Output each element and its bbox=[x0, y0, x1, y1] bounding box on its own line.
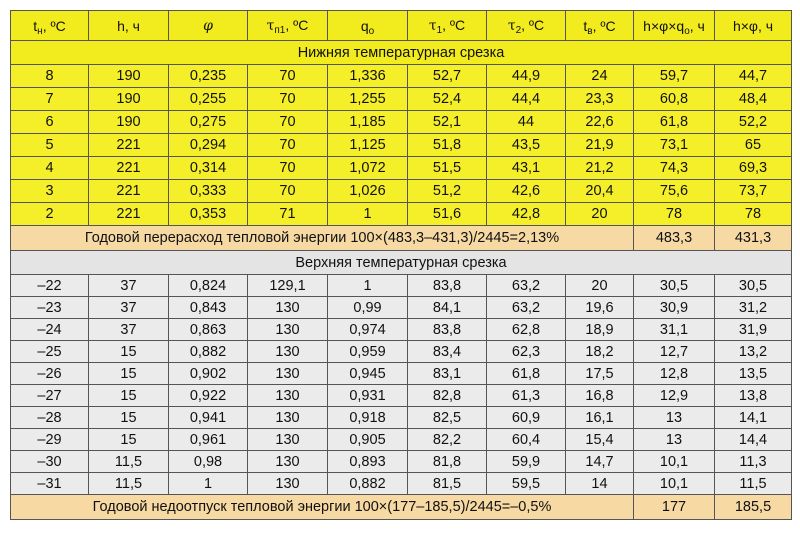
table-cell: 30,5 bbox=[715, 275, 792, 297]
table-cell: 31,1 bbox=[634, 319, 715, 341]
table-cell: 52,2 bbox=[715, 111, 792, 134]
table-cell: 52,4 bbox=[408, 88, 487, 111]
table-cell: 78 bbox=[715, 203, 792, 226]
table-cell: 30,9 bbox=[634, 297, 715, 319]
table-cell: 0,255 bbox=[169, 88, 248, 111]
table-cell: 15 bbox=[89, 341, 169, 363]
table-cell: 65 bbox=[715, 134, 792, 157]
table-cell: 0,893 bbox=[328, 451, 408, 473]
table-cell: –31 bbox=[11, 473, 89, 495]
section-title-row bbox=[11, 251, 792, 275]
table-cell: 74,3 bbox=[634, 157, 715, 180]
table-cell: 70 bbox=[248, 88, 328, 111]
table-cell: 69,3 bbox=[715, 157, 792, 180]
table-cell: 0,882 bbox=[328, 473, 408, 495]
table-cell: 190 bbox=[89, 65, 169, 88]
table-cell: 8 bbox=[11, 65, 89, 88]
table-cell: 221 bbox=[89, 157, 169, 180]
table-cell: 130 bbox=[248, 385, 328, 407]
table-cell: 42,6 bbox=[487, 180, 566, 203]
table-cell: 78 bbox=[634, 203, 715, 226]
table-cell: 84,1 bbox=[408, 297, 487, 319]
table-cell: 51,8 bbox=[408, 134, 487, 157]
header-tau2: $\tau_2$, ºС bbox=[487, 11, 566, 41]
table-row bbox=[11, 134, 792, 157]
table-cell: 1 bbox=[328, 203, 408, 226]
heat-energy-table bbox=[10, 10, 792, 520]
table-cell: 52,1 bbox=[408, 111, 487, 134]
table-cell: 22,6 bbox=[566, 111, 634, 134]
table-row bbox=[11, 473, 792, 495]
table-row bbox=[11, 319, 792, 341]
table-cell: 83,4 bbox=[408, 341, 487, 363]
header-h-phi-q: $h\times\varphi\times q_о$, ч bbox=[634, 11, 715, 41]
table-cell: 13,2 bbox=[715, 341, 792, 363]
table-cell: 23,3 bbox=[566, 88, 634, 111]
table-cell: 70 bbox=[248, 134, 328, 157]
table-cell: 0,918 bbox=[328, 407, 408, 429]
table-cell: 20,4 bbox=[566, 180, 634, 203]
table-cell: 44 bbox=[487, 111, 566, 134]
table-cell: 15 bbox=[89, 363, 169, 385]
table-cell: 61,8 bbox=[487, 363, 566, 385]
header-phi: φ bbox=[169, 11, 248, 41]
table-cell: 70 bbox=[248, 111, 328, 134]
table-cell: 70 bbox=[248, 180, 328, 203]
total-row bbox=[11, 495, 792, 520]
table-cell: –25 bbox=[11, 341, 89, 363]
table-cell: 30,5 bbox=[634, 275, 715, 297]
table-cell: 1,185 bbox=[328, 111, 408, 134]
table-cell: 15 bbox=[89, 429, 169, 451]
table-cell: 61,8 bbox=[634, 111, 715, 134]
table-cell: 75,6 bbox=[634, 180, 715, 203]
table-cell: 0,824 bbox=[169, 275, 248, 297]
header-h-phi: h×φ, ч bbox=[715, 11, 792, 41]
table-cell: 130 bbox=[248, 319, 328, 341]
table-cell: 18,2 bbox=[566, 341, 634, 363]
table-cell: 6 bbox=[11, 111, 89, 134]
table-cell: 82,2 bbox=[408, 429, 487, 451]
table-cell: 1,026 bbox=[328, 180, 408, 203]
table-cell: 59,5 bbox=[487, 473, 566, 495]
table-cell: 60,8 bbox=[634, 88, 715, 111]
table-cell: 0,353 bbox=[169, 203, 248, 226]
table-cell: 60,4 bbox=[487, 429, 566, 451]
table-cell: 82,5 bbox=[408, 407, 487, 429]
table-cell: –22 bbox=[11, 275, 89, 297]
table-cell: 17,5 bbox=[566, 363, 634, 385]
total-row bbox=[11, 226, 792, 251]
table-cell: 221 bbox=[89, 134, 169, 157]
table-cell: –28 bbox=[11, 407, 89, 429]
table-row bbox=[11, 111, 792, 134]
table-cell: 11,5 bbox=[89, 473, 169, 495]
table-cell: 59,7 bbox=[634, 65, 715, 88]
table-row bbox=[11, 363, 792, 385]
table-row bbox=[11, 385, 792, 407]
table-cell: 20 bbox=[566, 203, 634, 226]
table-cell: –30 bbox=[11, 451, 89, 473]
table-cell: 16,1 bbox=[566, 407, 634, 429]
table-cell: 14 bbox=[566, 473, 634, 495]
table-cell: 63,2 bbox=[487, 275, 566, 297]
table-cell: 190 bbox=[89, 111, 169, 134]
table-cell: 15,4 bbox=[566, 429, 634, 451]
table-cell: 43,1 bbox=[487, 157, 566, 180]
table-cell: 0,843 bbox=[169, 297, 248, 319]
table-cell: 1,336 bbox=[328, 65, 408, 88]
table-cell: 5 bbox=[11, 134, 89, 157]
table-cell: 44,4 bbox=[487, 88, 566, 111]
table-cell: 0,882 bbox=[169, 341, 248, 363]
total-value-upper-b: 185,5 bbox=[715, 495, 792, 520]
table-cell: 0,235 bbox=[169, 65, 248, 88]
table-cell: 73,7 bbox=[715, 180, 792, 203]
table-cell: 1,255 bbox=[328, 88, 408, 111]
table-cell: 83,8 bbox=[408, 319, 487, 341]
table-cell: 10,1 bbox=[634, 451, 715, 473]
table-cell: 0,961 bbox=[169, 429, 248, 451]
table-row bbox=[11, 275, 792, 297]
table-cell: 0,314 bbox=[169, 157, 248, 180]
table-cell: 19,6 bbox=[566, 297, 634, 319]
table-cell: 61,3 bbox=[487, 385, 566, 407]
table-cell: –24 bbox=[11, 319, 89, 341]
total-value-upper-a: 177 bbox=[634, 495, 715, 520]
table-cell: 62,3 bbox=[487, 341, 566, 363]
table-row bbox=[11, 203, 792, 226]
table-cell: 0,99 bbox=[328, 297, 408, 319]
upper-body bbox=[11, 275, 792, 495]
header-row bbox=[11, 11, 792, 41]
table-cell: 24 bbox=[566, 65, 634, 88]
table-cell: 0,333 bbox=[169, 180, 248, 203]
table-cell: 0,275 bbox=[169, 111, 248, 134]
table-cell: 13,5 bbox=[715, 363, 792, 385]
table-cell: –26 bbox=[11, 363, 89, 385]
table-row bbox=[11, 157, 792, 180]
table-cell: 51,5 bbox=[408, 157, 487, 180]
table-cell: 81,5 bbox=[408, 473, 487, 495]
table-cell: 52,7 bbox=[408, 65, 487, 88]
table-row bbox=[11, 451, 792, 473]
table-cell: 0,902 bbox=[169, 363, 248, 385]
table-cell: 130 bbox=[248, 473, 328, 495]
table-cell: 15 bbox=[89, 385, 169, 407]
table-cell: 20 bbox=[566, 275, 634, 297]
total-value-lower-b: 431,3 bbox=[715, 226, 792, 251]
table-cell: 11,5 bbox=[715, 473, 792, 495]
table-cell: 14,1 bbox=[715, 407, 792, 429]
table-cell: 63,2 bbox=[487, 297, 566, 319]
table-row bbox=[11, 429, 792, 451]
table-cell: 71 bbox=[248, 203, 328, 226]
table-cell: 2 bbox=[11, 203, 89, 226]
table-row bbox=[11, 407, 792, 429]
table-cell: 0,945 bbox=[328, 363, 408, 385]
table-cell: 1 bbox=[328, 275, 408, 297]
table-cell: 37 bbox=[89, 319, 169, 341]
table-cell: 44,7 bbox=[715, 65, 792, 88]
table-cell: 4 bbox=[11, 157, 89, 180]
section-title-lower: Нижняя температурная срезка bbox=[11, 41, 792, 65]
header-indoor-temp: $t_в$, ºС bbox=[566, 11, 634, 41]
table-cell: 221 bbox=[89, 203, 169, 226]
table-cell: 81,8 bbox=[408, 451, 487, 473]
section-title-row bbox=[11, 41, 792, 65]
table-cell: 130 bbox=[248, 407, 328, 429]
table-cell: 16,8 bbox=[566, 385, 634, 407]
table-cell: –29 bbox=[11, 429, 89, 451]
table-cell: 0,863 bbox=[169, 319, 248, 341]
table-cell: 37 bbox=[89, 297, 169, 319]
table-cell: 14,4 bbox=[715, 429, 792, 451]
table-cell: 43,5 bbox=[487, 134, 566, 157]
table-cell: 62,8 bbox=[487, 319, 566, 341]
table-cell: 82,8 bbox=[408, 385, 487, 407]
table-cell: 83,1 bbox=[408, 363, 487, 385]
table-cell: 73,1 bbox=[634, 134, 715, 157]
table-cell: 221 bbox=[89, 180, 169, 203]
table-cell: 12,8 bbox=[634, 363, 715, 385]
total-value-lower-a: 483,3 bbox=[634, 226, 715, 251]
table-cell: 11,5 bbox=[89, 451, 169, 473]
table-cell: 0,922 bbox=[169, 385, 248, 407]
table-cell: 10,1 bbox=[634, 473, 715, 495]
table-cell: 18,9 bbox=[566, 319, 634, 341]
header-tau-p1: $\tau_{п1}$, ºС bbox=[248, 11, 328, 41]
table-cell: 130 bbox=[248, 297, 328, 319]
table-cell: 31,9 bbox=[715, 319, 792, 341]
table-cell: 14,7 bbox=[566, 451, 634, 473]
table-cell: 129,1 bbox=[248, 275, 328, 297]
table-cell: 0,905 bbox=[328, 429, 408, 451]
table-row bbox=[11, 297, 792, 319]
table-cell: 13 bbox=[634, 429, 715, 451]
table-cell: 130 bbox=[248, 341, 328, 363]
table-row bbox=[11, 88, 792, 111]
table-cell: –27 bbox=[11, 385, 89, 407]
table-cell: 7 bbox=[11, 88, 89, 111]
table-cell: 21,9 bbox=[566, 134, 634, 157]
table-cell: 11,3 bbox=[715, 451, 792, 473]
table-cell: 0,974 bbox=[328, 319, 408, 341]
table-row bbox=[11, 180, 792, 203]
table-cell: 0,98 bbox=[169, 451, 248, 473]
table-cell: 70 bbox=[248, 65, 328, 88]
table-cell: 0,941 bbox=[169, 407, 248, 429]
table-cell: 51,2 bbox=[408, 180, 487, 203]
section-title-upper: Верхняя температурная срезка bbox=[11, 251, 792, 275]
table-row bbox=[11, 341, 792, 363]
table-cell: 12,9 bbox=[634, 385, 715, 407]
table-cell: 51,6 bbox=[408, 203, 487, 226]
table-cell: 0,931 bbox=[328, 385, 408, 407]
total-label-lower: Годовой перерасход тепловой энергии 100×(483,3–431,3)/2445=2,13% bbox=[11, 226, 634, 251]
table-cell: 60,9 bbox=[487, 407, 566, 429]
table-cell: 44,9 bbox=[487, 65, 566, 88]
table-cell: –23 bbox=[11, 297, 89, 319]
table-cell: 190 bbox=[89, 88, 169, 111]
table-cell: 130 bbox=[248, 451, 328, 473]
table-cell: 31,2 bbox=[715, 297, 792, 319]
header-hours: h, ч bbox=[89, 11, 169, 41]
table-cell: 1,072 bbox=[328, 157, 408, 180]
table-cell: 83,8 bbox=[408, 275, 487, 297]
table-cell: 13 bbox=[634, 407, 715, 429]
table-cell: 70 bbox=[248, 157, 328, 180]
table-cell: 37 bbox=[89, 275, 169, 297]
table-cell: 12,7 bbox=[634, 341, 715, 363]
table-cell: 130 bbox=[248, 363, 328, 385]
header-outdoor-temp: $t_н$, ºС bbox=[11, 11, 89, 41]
header-q0: $q_о$ bbox=[328, 11, 408, 41]
table-cell: 0,959 bbox=[328, 341, 408, 363]
total-label-upper: Годовой недоотпуск тепловой энергии 100×(177–185,5)/2445=–0,5% bbox=[11, 495, 634, 520]
table-cell: 13,8 bbox=[715, 385, 792, 407]
table-cell: 1,125 bbox=[328, 134, 408, 157]
lower-body bbox=[11, 65, 792, 226]
table-cell: 1 bbox=[169, 473, 248, 495]
table-cell: 42,8 bbox=[487, 203, 566, 226]
table-cell: 3 bbox=[11, 180, 89, 203]
table-cell: 59,9 bbox=[487, 451, 566, 473]
table-row bbox=[11, 65, 792, 88]
table-cell: 48,4 bbox=[715, 88, 792, 111]
header-tau1: $\tau_1$, ºС bbox=[408, 11, 487, 41]
table-cell: 130 bbox=[248, 429, 328, 451]
table-cell: 0,294 bbox=[169, 134, 248, 157]
table-cell: 15 bbox=[89, 407, 169, 429]
table-cell: 21,2 bbox=[566, 157, 634, 180]
